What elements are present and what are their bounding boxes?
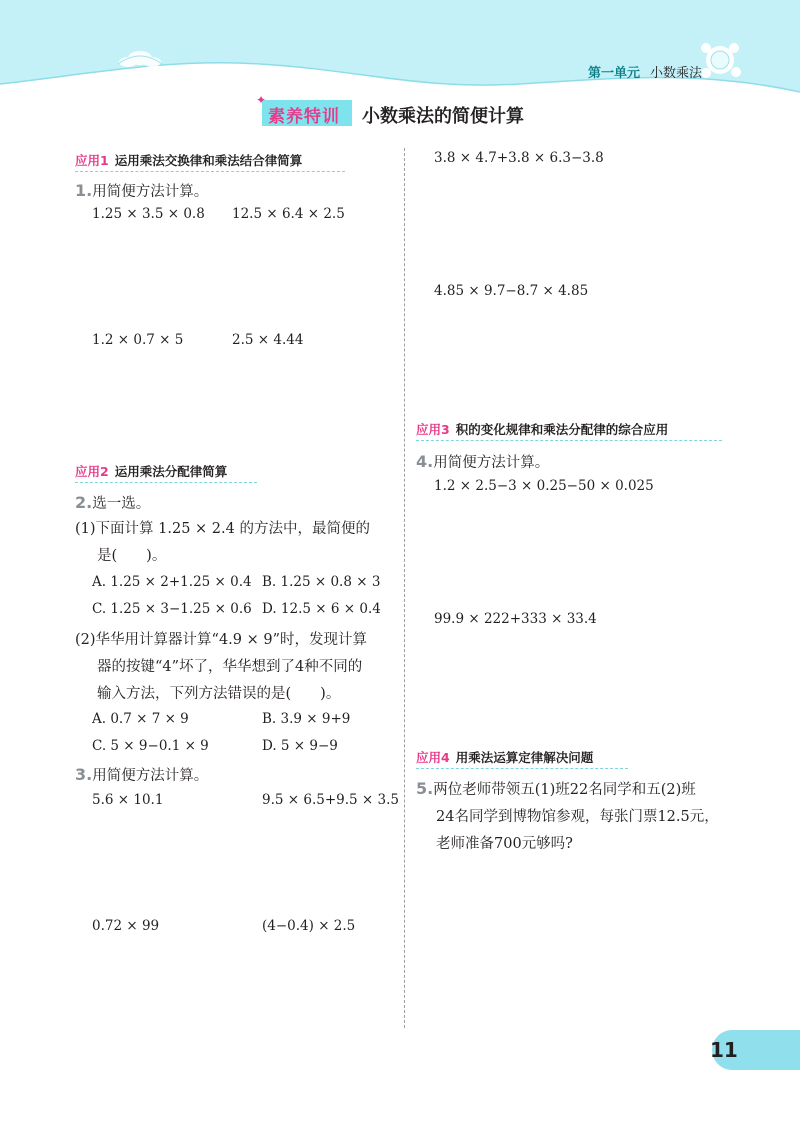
question-text-line: 24名同学到博物馆参观，每张门票12.5元， [436, 809, 719, 825]
section-text: 积的变化规律和乘法分配律的综合应用 [455, 422, 669, 437]
question-number: 3. [75, 765, 93, 784]
section-underline [75, 482, 257, 483]
question-5 [416, 778, 696, 799]
option-c: C. 1.25 × 3−1.25 × 0.6 [92, 601, 252, 617]
subquestion-1-line: 是( )。 [97, 548, 167, 564]
expression: 9.5 × 6.5+9.5 × 3.5 [262, 792, 399, 808]
expression: 12.5 × 6.4 × 2.5 [232, 206, 345, 222]
header-wave-band [0, 0, 800, 110]
option-b: B. 1.25 × 0.8 × 3 [262, 574, 381, 590]
option-d: D. 12.5 × 6 × 0.4 [262, 601, 381, 617]
section-heading-4 [416, 748, 593, 766]
question-2 [75, 492, 150, 513]
expression: 2.5 × 4.44 [232, 332, 304, 348]
question-number: 2. [75, 493, 93, 512]
expression: 99.9 × 222+333 × 33.4 [434, 611, 597, 627]
question-number: 1. [75, 181, 93, 200]
question-4 [416, 451, 549, 472]
question-3 [75, 764, 208, 785]
question-text-line: 老师准备700元够吗? [436, 836, 573, 852]
section-text: 运用乘法分配律简算 [114, 464, 228, 479]
section-underline [416, 440, 722, 441]
option-b: B. 3.9 × 9+9 [262, 711, 351, 727]
badge-text: 素养特训 [268, 107, 340, 127]
question-1 [75, 180, 208, 201]
section-tag: 应用1 [75, 153, 109, 168]
question-prompt: 用简便方法计算。 [92, 768, 209, 784]
section-text: 用乘法运算定律解决问题 [455, 750, 594, 765]
expression: 5.6 × 10.1 [92, 792, 164, 808]
expression: 3.8 × 4.7+3.8 × 6.3−3.8 [434, 150, 604, 166]
question-text-line: 两位老师带领五(1)班22名同学和五(2)班 [433, 782, 696, 798]
unit-number: 第一单元 [587, 66, 640, 81]
expression: 1.2 × 2.5−3 × 0.25−50 × 0.025 [434, 478, 654, 494]
section-heading-1 [75, 151, 302, 169]
section-heading-3 [416, 420, 668, 438]
expression: 4.85 × 9.7−8.7 × 4.85 [434, 283, 589, 299]
section-underline [75, 171, 345, 172]
column-divider [404, 148, 405, 1028]
question-number: 5. [416, 779, 434, 798]
subquestion-2-line: (2)华华用计算器计算“4.9 × 9”时，发现计算 [75, 632, 368, 648]
sparkle-icon: ✦ [256, 93, 267, 107]
option-a: A. 0.7 × 7 × 9 [92, 711, 189, 727]
expression: 0.72 × 99 [92, 918, 160, 934]
section-heading-2 [75, 462, 227, 480]
question-prompt: 选一选。 [92, 496, 151, 512]
expression: (4−0.4) × 2.5 [262, 918, 356, 934]
expression: 1.2 × 0.7 × 5 [92, 332, 184, 348]
question-prompt: 用简便方法计算。 [433, 455, 550, 471]
section-underline [416, 768, 628, 769]
section-tag: 应用2 [75, 464, 109, 479]
section-tag: 应用4 [416, 750, 450, 765]
question-prompt: 用简便方法计算。 [92, 184, 209, 200]
section-tag: 应用3 [416, 422, 450, 437]
option-a: A. 1.25 × 2+1.25 × 0.4 [92, 574, 252, 590]
unit-topic: 小数乘法 [649, 66, 702, 81]
subquestion-2-line: 输入方法，下列方法错误的是( )。 [97, 686, 341, 702]
expression: 1.25 × 3.5 × 0.8 [92, 206, 205, 222]
option-c: C. 5 × 9−0.1 × 9 [92, 738, 209, 754]
section-text: 运用乘法交换律和乘法结合律简算 [114, 153, 303, 168]
subquestion-1-line: (1)下面计算 1.25 × 2.4 的方法中，最简便的 [75, 521, 370, 537]
page-number: 11 [710, 1038, 738, 1062]
page-title: 小数乘法的简便计算 [362, 106, 524, 127]
subquestion-2-line: 器的按键“4”坏了，华华想到了4种不同的 [97, 659, 363, 675]
question-number: 4. [416, 452, 434, 471]
option-d: D. 5 × 9−9 [262, 738, 338, 754]
unit-label [588, 62, 702, 81]
